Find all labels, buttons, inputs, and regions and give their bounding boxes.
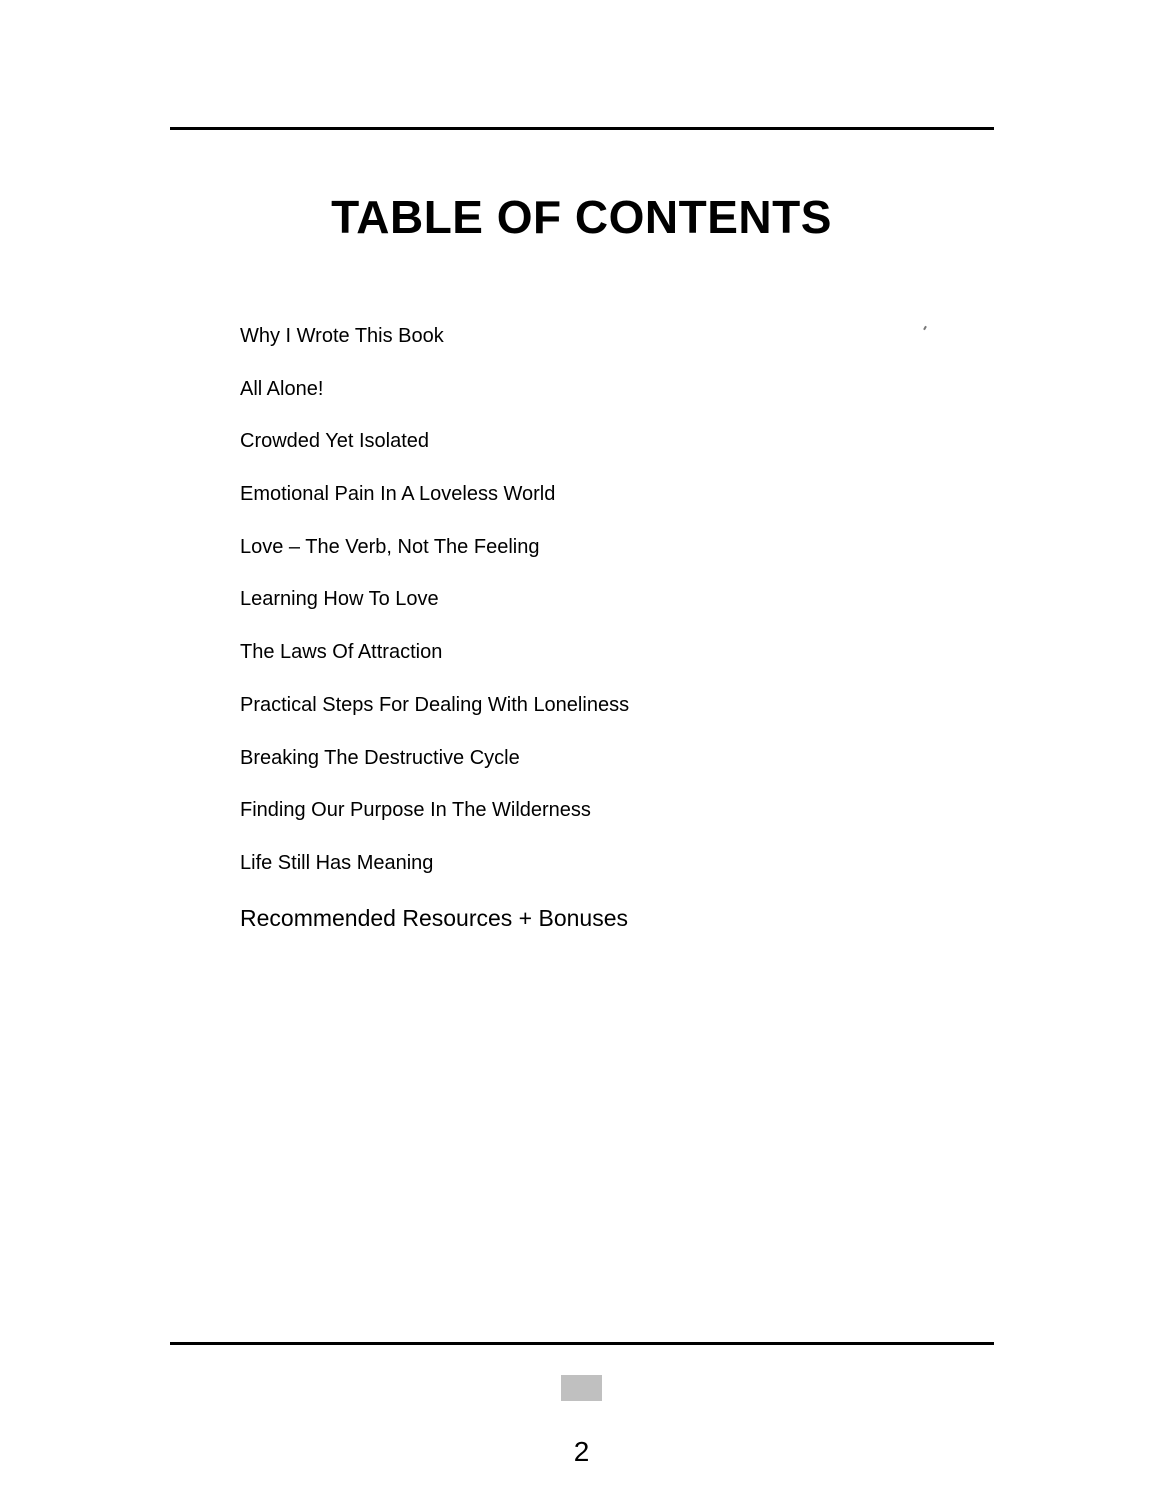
toc-item[interactable]: Breaking The Destructive Cycle [240,746,520,769]
toc-item[interactable]: All Alone! [240,377,324,400]
toc-item[interactable]: Finding Our Purpose In The Wilderness [240,799,591,822]
toc-item[interactable]: The Laws Of Attraction [240,641,443,664]
toc-item[interactable]: Love – The Verb, Not The Feeling [240,535,540,558]
toc-item[interactable]: Recommended Resources + Bonuses [240,904,629,931]
toc-item[interactable]: Crowded Yet Isolated [240,430,430,453]
toc-item[interactable]: Learning How To Love [240,588,439,611]
toc-item[interactable]: Practical Steps For Dealing With Loneliness [240,693,630,716]
table-of-contents [240,322,940,954]
page-number: 2 [573,1436,590,1467]
page-title: TABLE OF CONTENTS [331,190,832,243]
toc-item[interactable]: Emotional Pain In A Loveless World [240,483,556,506]
toc-item[interactable]: Life Still Has Meaning [240,851,434,874]
toc-item[interactable]: Why I Wrote This Book [240,325,444,347]
bottom-divider [170,1342,994,1345]
page-tab-marker [561,1375,602,1401]
top-divider [170,127,994,130]
